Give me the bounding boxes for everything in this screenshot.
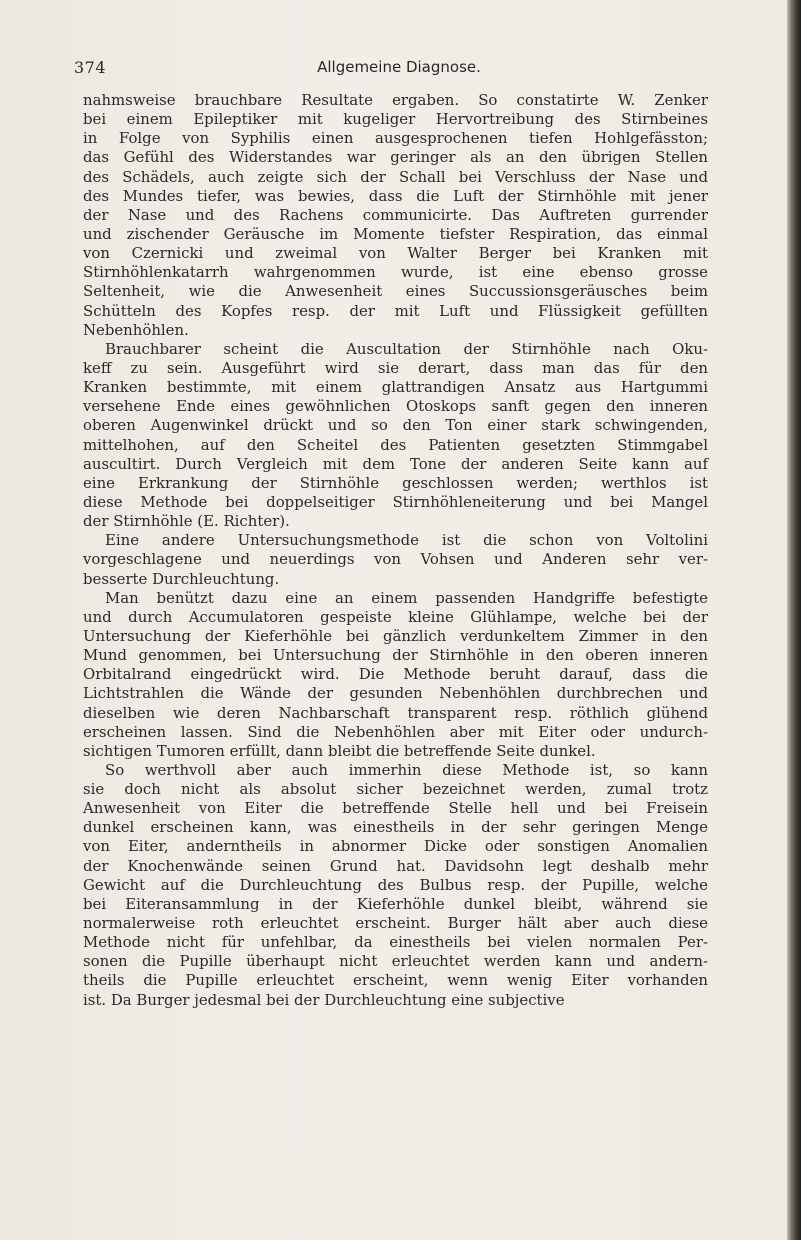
text-line: sichtigen Tumoren erfüllt, dann bleibt die betreffende Seite dunkel. — [83, 741, 596, 760]
text-line: ist. Da Burger jedesmal bei der Durchleuchtung eine subjective — [83, 990, 565, 1009]
text-line: und durch Accumulatoren gespeiste kleine Glühlampe, welche bei der — [83, 607, 708, 626]
text-line: des Mundes tiefer, was bewies, dass die Luft der Stirnhöhle mit jener — [83, 186, 708, 205]
text-line: auscultirt. Durch Vergleich mit dem Tone der anderen Seite kann auf — [83, 454, 708, 473]
text-line: Untersuchung der Kieferhöhle bei gänzlich verdunkeltem Zimmer in den — [83, 626, 708, 645]
text-line: So werthvoll aber auch immerhin diese Methode ist, so kann — [105, 760, 708, 779]
text-line: in Folge von Syphilis einen ausgesprochenen tiefen Hohlgefässton; — [83, 129, 708, 148]
text-line: Kranken bestimmte, mit einem glattrandigen Ansatz aus Hartgummi — [83, 378, 708, 397]
text-line: Stirnhöhlenkatarrh wahrgenommen wurde, ist eine ebenso grosse — [83, 263, 708, 282]
page-number: 374 — [74, 58, 107, 77]
text-line: dieselben wie deren Nachbarschaft transparent resp. röthlich glühend — [83, 703, 708, 722]
text-line: Seltenheit, wie die Anwesenheit eines Succussionsgeräusches beim — [83, 282, 708, 301]
text-line: dunkel erscheinen kann, was einestheils in der sehr geringen Menge — [83, 818, 708, 837]
text-line: und zischender Geräusche im Momente tiefster Respiration, das einmal — [83, 224, 708, 243]
text-line: Man benützt dazu eine an einem passenden Handgriffe befestigte — [105, 588, 708, 607]
text-line: Methode nicht für unfehlbar, da einestheils bei vielen normalen Per- — [83, 933, 708, 952]
text-line: von Eiter, anderntheils in abnormer Dicke oder sonstigen Anomalien — [83, 837, 708, 856]
text-line: bei Eiteransammlung in der Kieferhöhle dunkel bleibt, während sie — [83, 894, 708, 913]
text-line: das Gefühl des Widerstandes war geringer als an den übrigen Stellen — [83, 148, 708, 167]
text-line: der Knochenwände seinen Grund hat. Davidsohn legt deshalb mehr — [83, 856, 708, 875]
text-line: sie doch nicht als absolut sicher bezeichnet werden, zumal trotz — [83, 780, 708, 799]
body-text — [83, 91, 708, 1010]
text-line: eine Erkrankung der Stirnhöhle geschlossen werden; werthlos ist — [83, 473, 708, 492]
running-head: Allgemeine Diagnose. — [317, 58, 481, 76]
text-line: bei einem Epileptiker mit kugeliger Hervortreibung des Stirnbeines — [83, 110, 708, 129]
text-line: diese Methode bei doppelseitiger Stirnhöhleneiterung und bei Mangel — [83, 492, 708, 511]
text-line: erscheinen lassen. Sind die Nebenhöhlen aber mit Eiter oder undurch- — [83, 722, 708, 741]
text-line: Brauchbarer scheint die Auscultation der Stirnhöhle nach Oku- — [105, 339, 708, 358]
text-line: Gewicht auf die Durchleuchtung des Bulbus resp. der Pupille, welche — [83, 875, 708, 894]
text-line: mittelhohen, auf den Scheitel des Patienten gesetzten Stimmgabel — [83, 435, 708, 454]
text-line: sonen die Pupille überhaupt nicht erleuchtet werden kann und andern- — [83, 952, 708, 971]
text-line: vorgeschlagene und neuerdings von Vohsen und Anderen sehr ver- — [83, 550, 708, 569]
text-line: theils die Pupille erleuchtet erscheint, wenn wenig Eiter vorhanden — [83, 971, 708, 990]
text-line: besserte Durchleuchtung. — [83, 569, 280, 588]
text-line: Nebenhöhlen. — [83, 320, 189, 339]
text-line: der Nase und des Rachens communicirte. Das Auftreten gurrender — [83, 205, 708, 224]
text-line: des Schädels, auch zeigte sich der Schall bei Verschluss der Nase und — [83, 167, 708, 186]
text-line: Orbitalrand eingedrückt wird. Die Methode beruht darauf, dass die — [83, 665, 708, 684]
page-edge-shadow — [787, 0, 801, 1240]
text-line: Eine andere Untersuchungsmethode ist die schon von Voltolini — [105, 531, 708, 550]
text-line: keff zu sein. Ausgeführt wird sie derart, dass man das für den — [83, 358, 708, 377]
text-line: oberen Augenwinkel drückt und so den Ton einer stark schwingenden, — [83, 416, 708, 435]
text-line: normalerweise roth erleuchtet erscheint. Burger hält aber auch diese — [83, 914, 708, 933]
text-line: versehene Ende eines gewöhnlichen Otoskops sanft gegen den inneren — [83, 397, 708, 416]
page-header — [74, 58, 724, 84]
text-line: Schütteln des Kopfes resp. der mit Luft und Flüssigkeit gefüllten — [83, 301, 708, 320]
text-line: Lichtstrahlen die Wände der gesunden Nebenhöhlen durchbrechen und — [83, 684, 708, 703]
text-line: von Czernicki und zweimal von Walter Berger bei Kranken mit — [83, 244, 708, 263]
text-line: nahmsweise brauchbare Resultate ergaben. So constatirte W. Zenker — [83, 91, 708, 109]
text-line: Anwesenheit von Eiter die betreffende Stelle hell und bei Freisein — [83, 799, 708, 818]
text-line: der Stirnhöhle (E. Richter). — [83, 512, 290, 531]
text-line: Mund genommen, bei Untersuchung der Stirnhöhle in den oberen inneren — [83, 646, 708, 665]
